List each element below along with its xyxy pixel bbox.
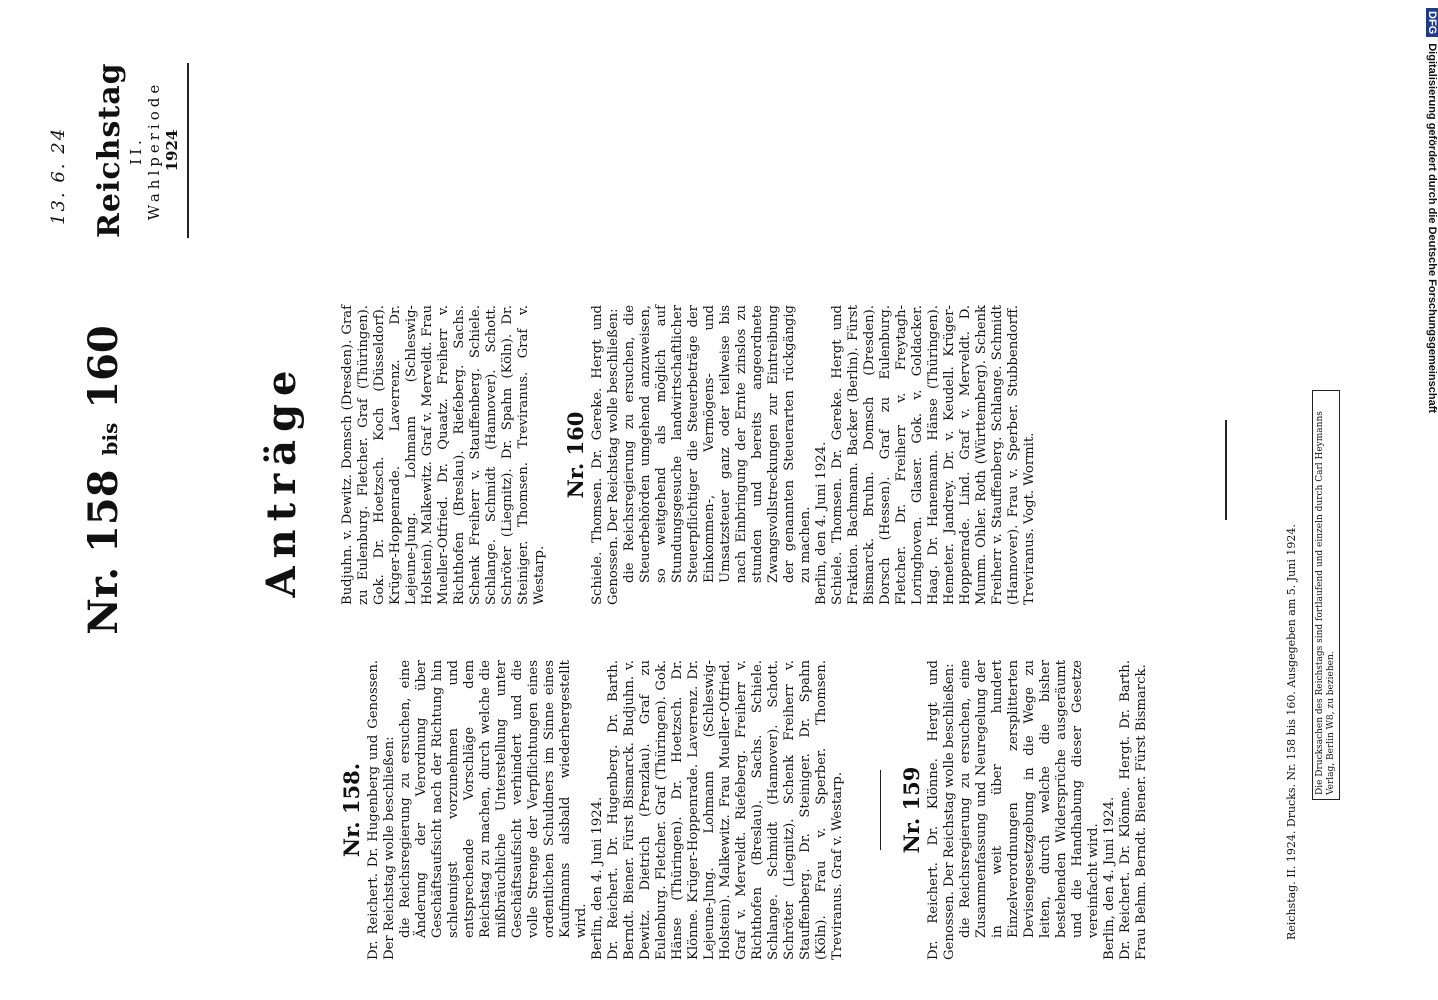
motion-158-signers: Dr. Reichert. Dr. Hugenberg. Dr. Barth. Berndt. Biener. Fürst Bismarck. Budjuhn. v. Dewitz. Dietrich (Prenzlau). Graf zu Eulenburg. Fletcher. Graf (Thüringen). Gok. Hänse (Thüringen). Dr. Hoetzsch. Dr. Klönne. Krüger-Hoppenrade. Laverrenz. Dr. Lejeune-Jung. Lohmann (Schleswig-Holstein). Malkewitz. Frau Mueller-Otfried. Graf v. Merveldt. Riefeberg. Freiherr v. Richthofen (Breslau). Sachs. Schiele. Schlange. Schmidt (Hannover). Schott. Schröter (Liegnitz). Schenk Freiherr v. Stauffenberg. Dr. Steiniger. Dr. Spahn (Köln). Frau v. Sperber. Thomsen. Treviranus. Graf v. Westarp. [606,660,845,960]
footer-line: Reichstag. II. 1924. Drucks. Nr. 158 bis 160. Ausgegeben am 5. Juni 1924. [1285,524,1298,940]
motion-160-lead: Schiele. Thomsen. Dr. Gereke. Hergt und Genossen. Der Reichstag wolle beschließen: [590,305,621,605]
section-heading: Anträge [258,362,305,598]
document-title [80,280,127,680]
motion-158-body: die Reichsregierung zu ersuchen, eine Änderung der Verordnung über Geschäftsaufsicht nach der Richtung hin schleunigst vorzunehmen und entsprechende Vorschläge dem Reichstag zu machen, durch welche die mißbräuchliche Unterstellung unter Geschäftsaufsicht verhindert und die volle Strenge der Verpflichtungen eines ordentlichen Schuldners im Sinne eines Kaufmanns alsbald wiederhergestellt wird. [398,660,589,938]
dfg-logo: DFG [1426,8,1438,37]
title-bis: bis [98,422,122,456]
continued-signers: Budjuhn. v. Dewitz. Domsch (Dresden). Graf zu Eulenburg. Fletcher. Graf (Thüringen). Gok. Dr. Hoetzsch. Koch (Düsseldorf). Krüger-Hoppenrade. Laverrenz. Dr. Lejeune-Jung. Lohmann (Schleswig-Holstein). Malkewitz. Graf v. Merveldt. Frau Mueller-Otfried. Dr. Quaatz. Freiherr v. Richthofen (Breslau). Riefeberg. Sachs. Schenk Freiherr v. Stauffenberg. Schiele. Schlange. Schmidt (Hannover). Schott. Schröter (Liegnitz). Dr. Spahn (Köln). Dr. Steiniger. Thomsen. Treviranus. Graf v. Westarp. [340,305,547,605]
motion-160-signers: Schiele. Thomsen. Dr. Gereke. Hergt und Fraktion. Bachmann. Backer (Berlin). Fürst Bismarck. Bruhn. Domsch (Dresden). Dorsch (Hessen). Graf zu Eulenburg. Fletcher. Dr. Freiherr v. Freytagh-Loringhoven. Glaser. Gok. v. Goldacker. Haag. Dr. Hanemann. Hänse (Thüringen). Hemeter. Jandrey. Dr. v. Keudell. Krüger-Hoppenrade. Lind. Graf v. Merveldt. D. Mumm. Ohler. Roth (Württemberg). Schenk Freiherr v. Stauffenberg. Schlange. Schmidt (Hannover). Frau v. Sperber. Stubbendorff. Treviranus. Vogt. Wormit. [830,305,1037,605]
column-left [340,660,880,960]
period-label: II. Wahlperiode [127,80,163,221]
motion-159-signers: Dr. Reichert. Dr. Klönne. Hergt. Dr. Barth. Frau Behm. Berndt. Biener. Fürst Bismarck. [1118,660,1149,960]
column-left-bottom [900,660,1230,960]
separator-rule [880,770,881,850]
closing-rule [1225,420,1227,520]
digitization-note: Digitalisierung gefördert durch die Deutsche Forschungsgemeinschaft [1426,43,1438,414]
institution-name: Reichstag [92,62,127,238]
date-stamp: 13. 6. 24 [48,126,69,225]
motion-160-place: Berlin, den 4. Juni 1924. [814,441,829,605]
motion-160-body: die Reichsregierung zu ersuchen, die Steuerbehörden umgehend anzuweisen, so weitgehend als möglich auf Stundungsgesuche landwirtschaftlicher Steuerpflichtiger die Steuerbeträge der Einkommen-, Vermögens- und Umsatzsteuer ganz oder teilweise bis nach Einbringung der Ernte zinslos zu stunden und bereits angeordnete Zwangsvollstreckungen zur Eintreibung der genannten Steuerarten rückgängig zu machen. [622,305,813,583]
title-end: 160 [80,325,127,409]
title-start: Nr. 158 [80,469,127,635]
side-note [1418,8,1438,568]
motion-158-number: Nr. 158. [339,762,364,858]
column-right [340,305,1240,605]
motion-158-lead: Dr. Reichert. Dr. Hugenberg und Genossen. Der Reichstag wolle beschließen: [366,660,397,960]
motion-159-number: Nr. 159 [899,766,924,854]
motion-158-place: Berlin, den 4. Juni 1924. [590,796,605,960]
motion-159-lead: Dr. Reichert. Dr. Klönne. Hergt und Genossen. Der Reichstag wolle beschließen: [926,660,957,960]
motion-160-number: Nr. 160 [563,411,588,499]
header-block [92,63,189,238]
imprint-box: Die Drucksachen des Reichstags sind fortlaufend und einzeln durch Carl Heymanns Verlag, Berlin W8, zu beziehen. [1312,390,1340,800]
header-rule [187,63,189,238]
motion-159-body: die Reichsregierung zu ersuchen, eine Zusammenfassung und Neuregelung der in weit über hundert Einzelverordnungen zersplitterten Devisengesetzgebung in die Wege zu leiten, durch welche die bisher bestehenden Widersprüche ausgeräumt und die Handhabung dieser Gesetze vereinfacht wird. [958,660,1101,938]
motion-159-place: Berlin, den 4. Juni 1924. [1102,796,1117,960]
year-label: 1924 [163,129,181,172]
